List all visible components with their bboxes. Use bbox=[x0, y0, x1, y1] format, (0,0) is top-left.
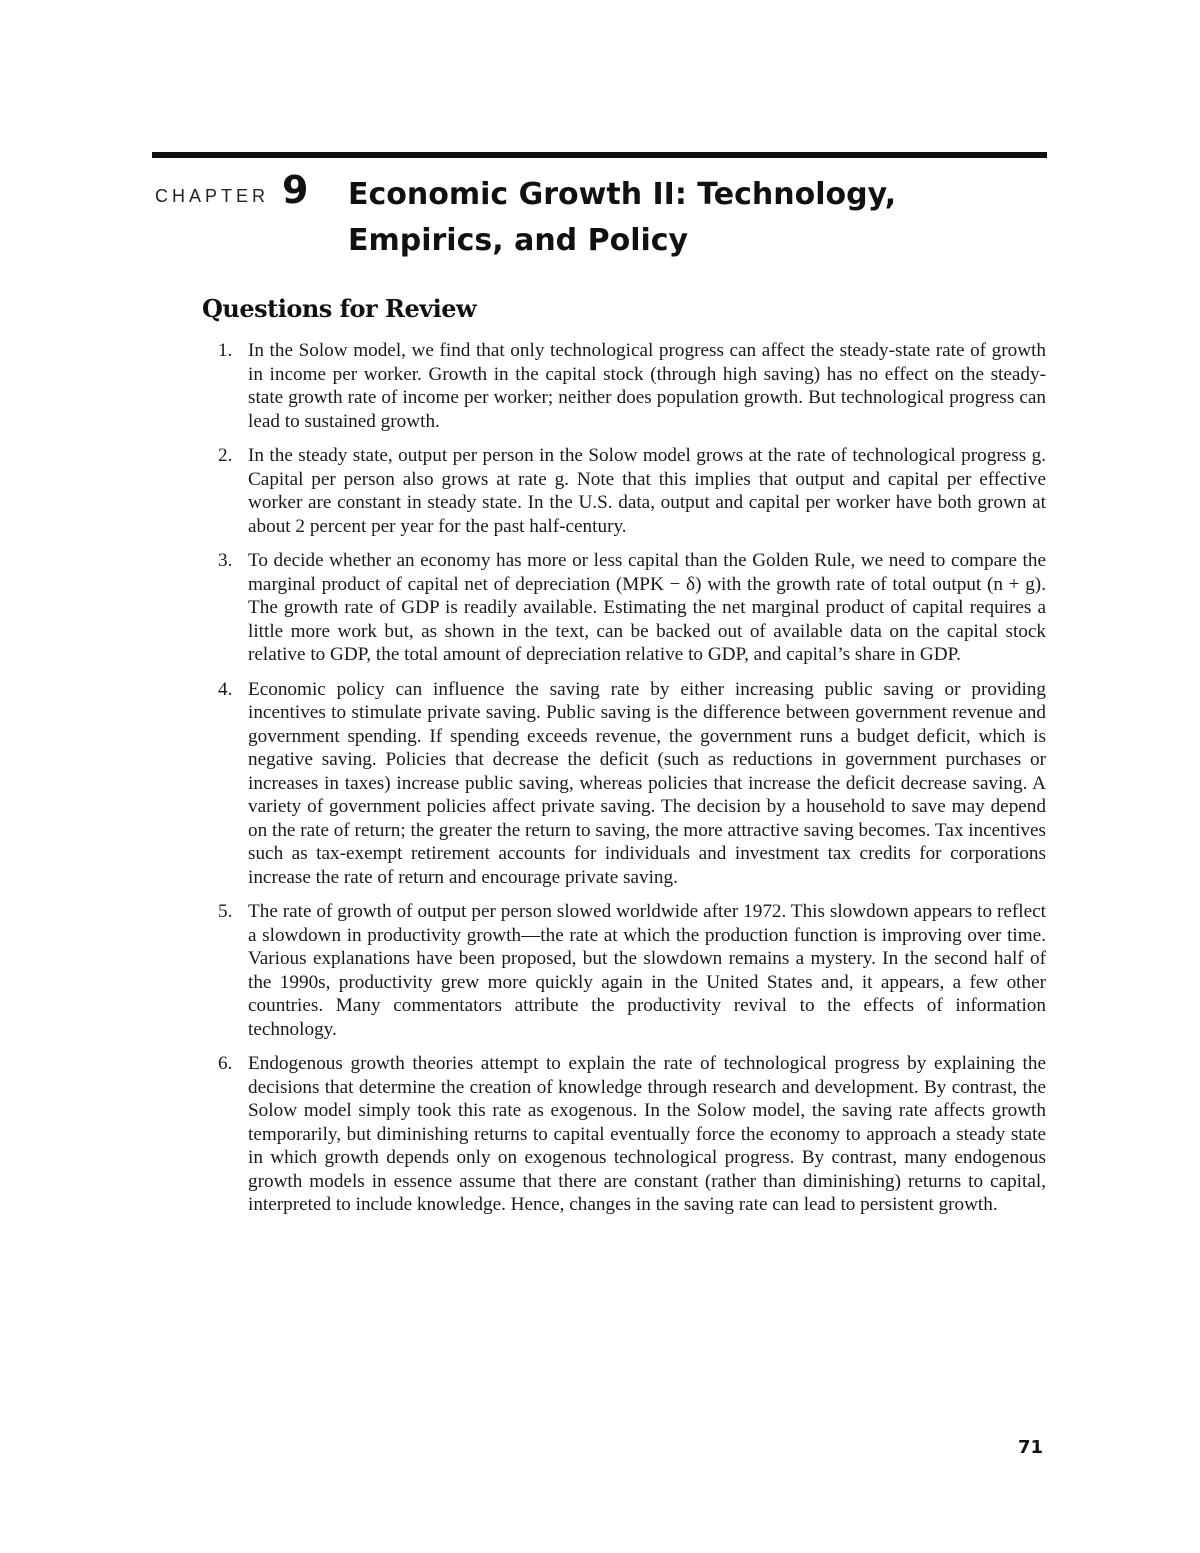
question-number: 6. bbox=[218, 1053, 233, 1074]
chapter-label: CHAPTER bbox=[155, 186, 270, 206]
question-text: The rate of growth of output per person slowed worldwide after 1972. This slowdown appears to reflect a slowdown in productivity growth—the rate at which the production function is improving over time. Various explanations have been proposed, but the slowdown remains a mystery. In the second half of the 1990s, productivity grew more quickly again in the United States and, it appears, a few other countries. Many commentators attribute the productivity revival to the effects of information technology. bbox=[248, 901, 1046, 1040]
question-item bbox=[218, 1052, 1046, 1217]
section-title: Questions for Review bbox=[202, 294, 477, 323]
question-item bbox=[218, 339, 1046, 433]
question-text: In the steady state, output per person in the Solow model grows at the rate of technological progress g. Capital per person also grows at rate g. Note that this implies that output and capital per effective worker are constant in steady state. In the U.S. data, output and capital per worker have both grown at about 2 percent per year for the past half-century. bbox=[248, 445, 1046, 537]
page-number: 71 bbox=[1018, 1437, 1044, 1458]
chapter-top-rule bbox=[152, 152, 1047, 158]
question-number: 4. bbox=[218, 678, 233, 700]
questions-list bbox=[218, 339, 1046, 1228]
question-number: 1. bbox=[218, 340, 233, 361]
question-text: In the Solow model, we find that only technological progress can affect the steady-state rate of growth in income per worker. Growth in the capital stock (through high saving) has no effect on the steady-state growth rate of income per worker; neither does population growth. But technological progress can lead to sustained growth. bbox=[248, 340, 1046, 432]
question-item bbox=[218, 678, 1046, 890]
question-text: Economic policy can influence the saving rate by either increasing public saving or providing incentives to stimulate private saving. Public saving is the difference between government revenue and government spending. If spending exceeds revenue, the government runs a budget deficit, which is negative saving. Policies that decrease the deficit (such as reductions in government purchases or increases in taxes) increase public saving, whereas policies that increase the deficit decrease saving. A variety of government policies affect private saving. The decision by a household to save may depend on the rate of return; the greater the return to saving, the more attractive saving becomes. Tax incentives such as tax-exempt retirement accounts for individuals and investment tax credits for corporations increase the rate of return and encourage private saving. bbox=[248, 678, 1047, 888]
question-number: 3. bbox=[218, 550, 233, 571]
chapter-title: Economic Growth II: Technology, Empirics, and Policy bbox=[348, 177, 897, 258]
question-item bbox=[218, 444, 1046, 538]
question-text: Endogenous growth theories attempt to explain the rate of technological progress by explaining the decisions that determine the creation of knowledge through research and development. By contrast, the Solow model simply took this rate as exogenous. In the Solow model, the saving rate affects growth temporarily, but diminishing returns to capital eventually force the economy to approach a steady state in which growth depends only on exogenous technological progress. By contrast, many endogenous growth models in essence assume that there are constant (rather than diminishing) returns to capital, interpreted to include knowledge. Hence, changes in the saving rate can lead to persistent growth. bbox=[248, 1053, 1046, 1215]
question-number: 5. bbox=[218, 901, 233, 922]
question-number: 2. bbox=[218, 445, 233, 466]
chapter-number: 9 bbox=[282, 168, 309, 212]
question-text: To decide whether an economy has more or less capital than the Golden Rule, we need to compare the marginal product of capital net of depreciation (MPK − δ) with the growth rate of total output (n + g). The growth rate of GDP is readily available. Estimating the net marginal product of capital requires a little more work but, as shown in the text, can be backed out of available data on the capital stock relative to GDP, the total amount of depreciation relative to GDP, and capital’s share in GDP. bbox=[248, 550, 1046, 665]
question-item bbox=[218, 549, 1046, 667]
question-item bbox=[218, 900, 1046, 1041]
